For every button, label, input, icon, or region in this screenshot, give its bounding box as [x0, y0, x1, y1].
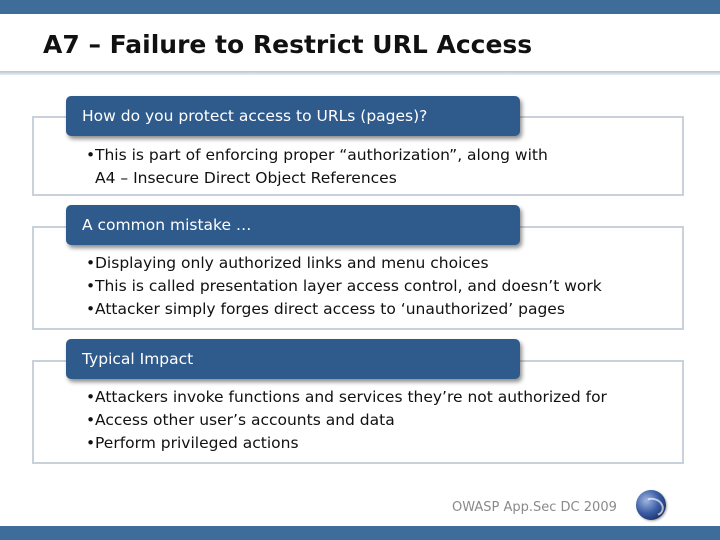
bottom-accent-bar	[0, 526, 720, 540]
section-header: Typical Impact	[66, 339, 520, 379]
bullet-item: • Perform privileged actions	[86, 432, 607, 455]
top-accent-bar	[0, 0, 720, 14]
section-header: A common mistake …	[66, 205, 520, 245]
bullet-item: • Attackers invoke functions and services they’re not authorized for	[86, 386, 607, 409]
footer-text: OWASP App.Sec DC 2009	[452, 500, 617, 515]
bullet-item: • Attacker simply forges direct access to ‘unauthorized’ pages	[86, 298, 602, 321]
slide-title: A7 – Failure to Restrict URL Access	[43, 30, 533, 59]
owasp-globe-icon	[636, 490, 666, 520]
bullet-item: • This is part of enforcing proper “authorization”, along with A4 – Insecure Direct Object References	[86, 144, 548, 190]
bullet-item: • This is called presentation layer access control, and doesn’t work	[86, 275, 602, 298]
bullet-list	[86, 252, 602, 321]
bullet-item: • Access other user’s accounts and data	[86, 409, 607, 432]
bullet-item: • Displaying only authorized links and menu choices	[86, 252, 602, 275]
bullet-list	[86, 144, 548, 190]
bullet-list	[86, 386, 607, 455]
title-underline	[0, 71, 720, 75]
section-header: How do you protect access to URLs (pages)?	[66, 96, 520, 136]
